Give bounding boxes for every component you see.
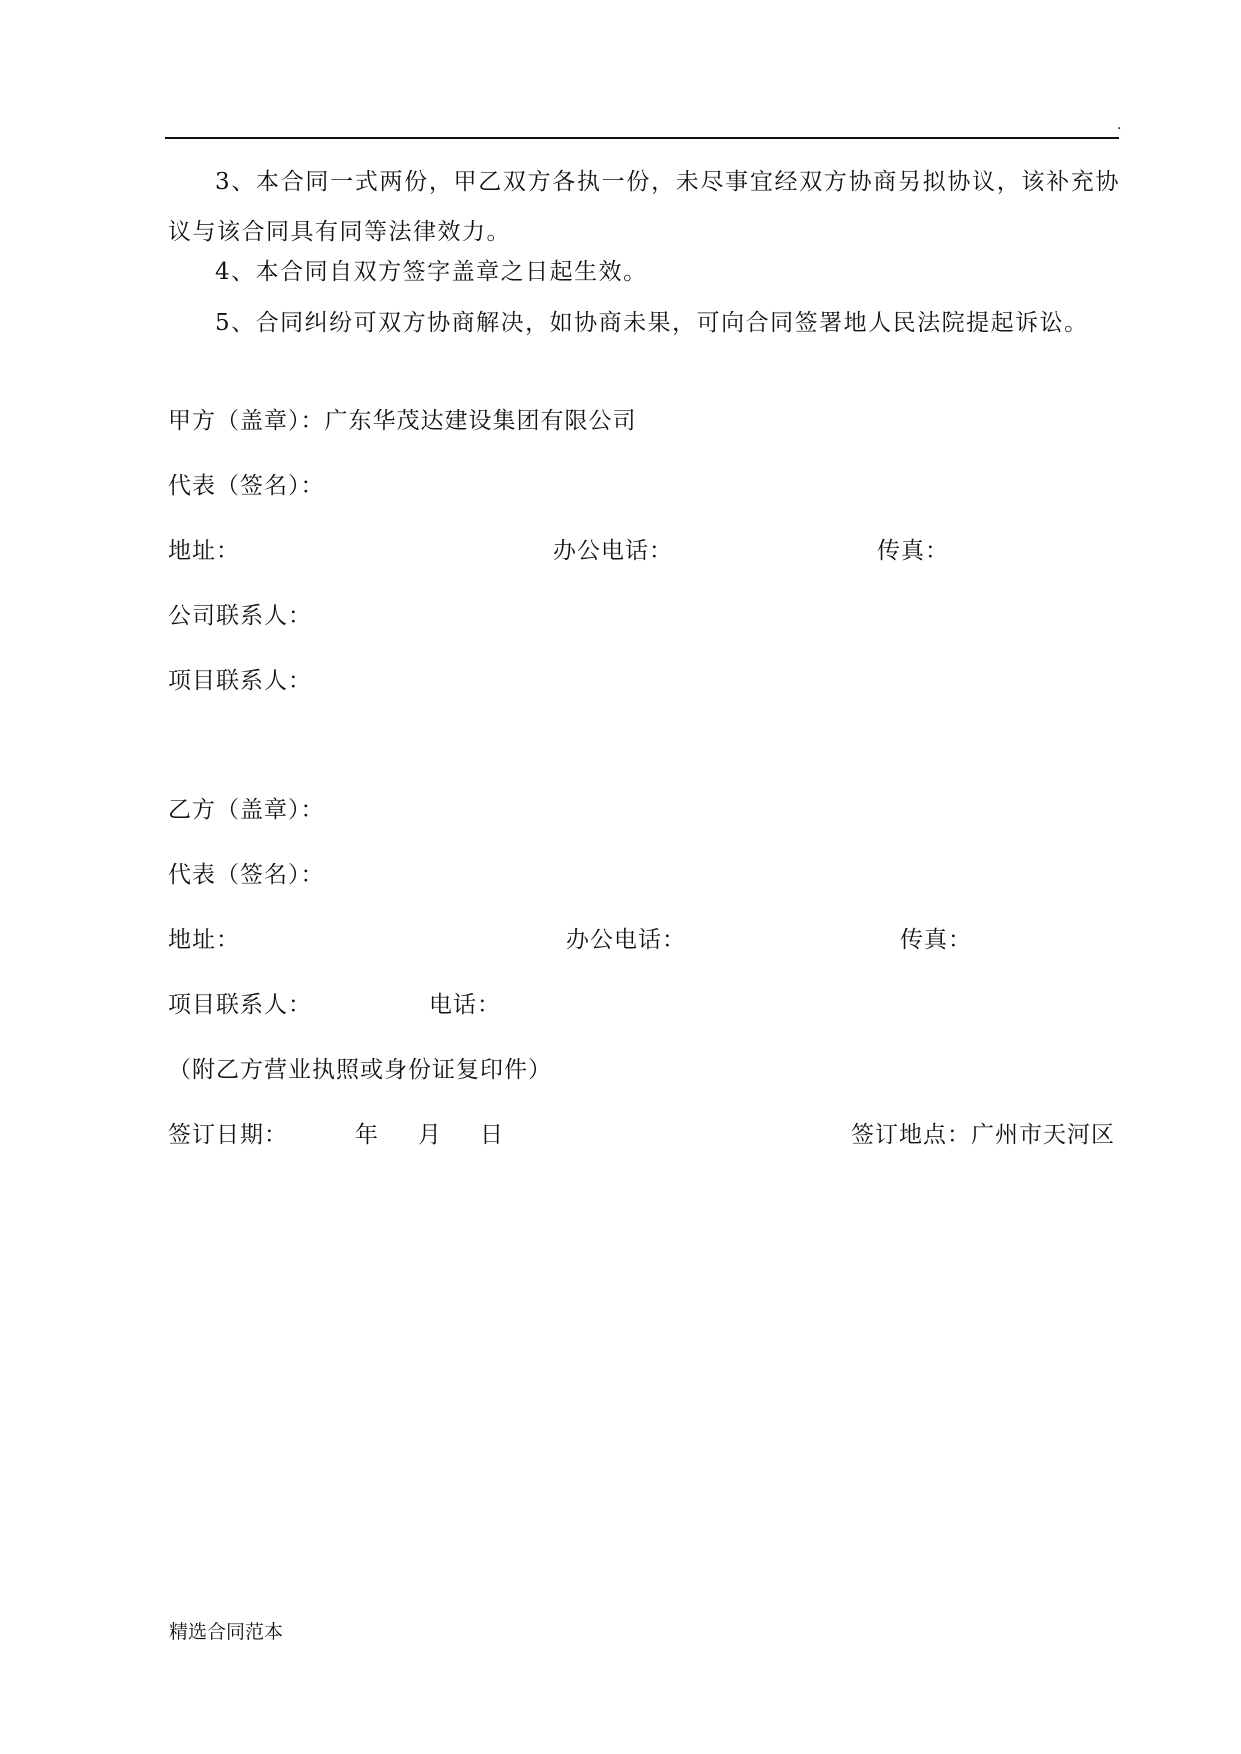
party-b-phone-label: 办公电话： (566, 927, 686, 953)
party-a-phone-label: 办公电话： (553, 538, 673, 564)
signing-place-line (851, 1120, 1115, 1150)
signing-place-label: 签订地点： (851, 1122, 971, 1148)
party-a-rep-label: 代表（签名）： (168, 473, 325, 499)
clause-4: 4、本合同自双方签字盖章之日起生效。 (215, 259, 648, 285)
signing-place: 广州市天河区 (971, 1122, 1115, 1148)
party-b-fax-label: 传真： (900, 927, 972, 953)
header-rule (165, 137, 1119, 139)
party-a-address-label: 地址： (168, 538, 240, 564)
clause-3: 3、本合同一式两份，甲乙双方各执一份，未尽事宜经双方协商另拟协议，该补充协议与该合同具有同等法律效力。 (168, 169, 1120, 245)
signing-month-label: 月 (418, 1122, 442, 1148)
party-b-address-label: 地址： (168, 927, 240, 953)
party-a-seal-label: 甲方（盖章）： (168, 408, 325, 434)
party-b-attachment-note: （附乙方营业执照或身份证复印件） (168, 1057, 552, 1083)
footer-text: 精选合同范本 (169, 1621, 284, 1643)
party-a-project-contact-label: 项目联系人： (168, 668, 312, 694)
party-a-fax-label: 传真： (877, 538, 949, 564)
party-a-company-contact-label: 公司联系人： (168, 603, 312, 629)
party-b-rep-label: 代表（签名）： (168, 862, 325, 888)
party-b-project-contact-label: 项目联系人： (168, 992, 312, 1018)
header-mark: . (1117, 117, 1122, 133)
signing-date-label: 签订日期： (168, 1122, 288, 1148)
party-a-seal-line (168, 406, 637, 436)
signing-year-label: 年 (355, 1122, 379, 1148)
signing-day-label: 日 (480, 1122, 504, 1148)
clause-5: 5、合同纠纷可双方协商解决，如协商未果，可向合同签署地人民法院提起诉讼。 (215, 310, 1089, 336)
party-a-company: 广东华茂达建设集团有限公司 (324, 408, 637, 434)
party-b-tel-label: 电话： (429, 992, 501, 1018)
party-b-seal-label: 乙方（盖章）： (168, 797, 325, 823)
